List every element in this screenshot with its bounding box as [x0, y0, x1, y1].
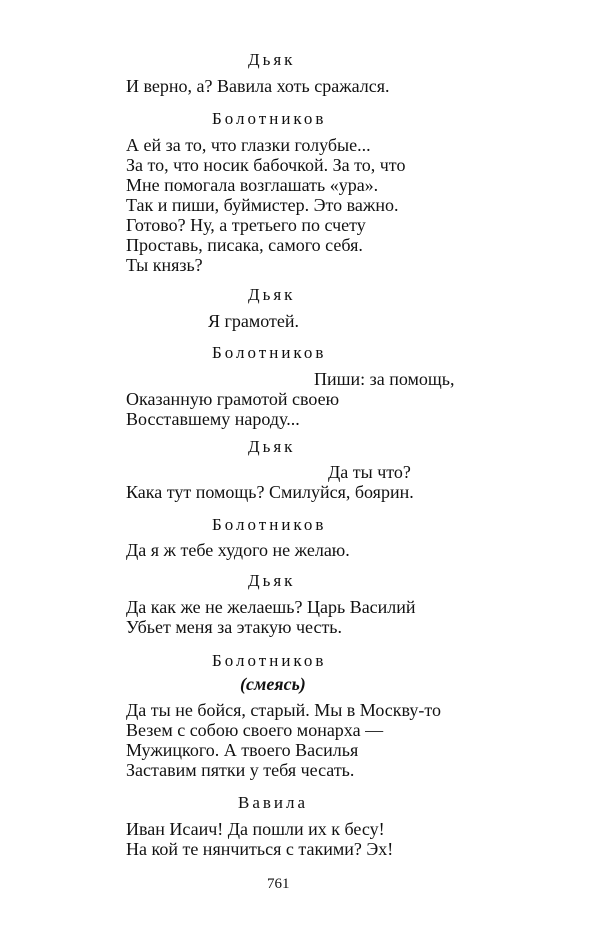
verse-line: Готово? Ну, а третьего по счету	[126, 215, 366, 235]
verse-line: Мне помогала возглашать «ура».	[126, 175, 379, 195]
verse-line: Восставшему народу...	[126, 409, 300, 429]
verse-line: Заставим пятки у тебя чесать.	[126, 760, 355, 780]
verse-line: Мужицкого. А твоего Василья	[126, 740, 359, 760]
verse-line: За то, что носик бабочкой. За то, что	[126, 155, 406, 175]
verse-line: Кака тут помощь? Смилуйся, боярин.	[126, 482, 414, 502]
speaker-name: Дьяк	[248, 50, 296, 69]
verse-line: На кой те нянчиться с такими? Эх!	[126, 839, 394, 859]
verse-line: Так и пиши, буймистер. Это важно.	[126, 195, 399, 215]
verse-line: Везем с собою своего монарха —	[126, 720, 384, 740]
verse-line: Иван Исаич! Да пошли их к бесу!	[126, 819, 385, 839]
speaker-name: Болотников	[212, 651, 327, 670]
page-number: 761	[267, 876, 290, 892]
verse-line: Да ты не бойся, старый. Мы в Москву-то	[126, 700, 442, 720]
verse-line: Оказанную грамотой своею	[126, 389, 340, 409]
verse-line: Ты князь?	[126, 255, 203, 275]
speaker-name: Дьяк	[248, 285, 296, 304]
speaker-name: Болотников	[212, 515, 327, 534]
verse-line: А ей за то, что глазки голубые...	[126, 135, 371, 155]
speaker-name: Вавила	[238, 793, 309, 812]
verse-line: Пиши: за помощь,	[314, 369, 455, 389]
verse-line: Я грамотей.	[208, 311, 300, 331]
verse-line: Убьет меня за этакую честь.	[126, 617, 343, 637]
verse-line: И верно, а? Вавила хоть сражался.	[126, 76, 390, 96]
verse-line: Да как же не желаешь? Царь Василий	[126, 597, 416, 617]
speaker-name: Дьяк	[248, 571, 296, 590]
speaker-name: Дьяк	[248, 437, 296, 456]
speaker-name: Болотников	[212, 109, 327, 128]
speaker-name: Болотников	[212, 343, 327, 362]
verse-line: Проставь, писака, самого себя.	[126, 235, 363, 255]
stage-direction: (смеясь)	[240, 674, 306, 694]
verse-line: Да ты что?	[328, 462, 411, 482]
verse-line: Да я ж тебе худого не желаю.	[126, 540, 350, 560]
